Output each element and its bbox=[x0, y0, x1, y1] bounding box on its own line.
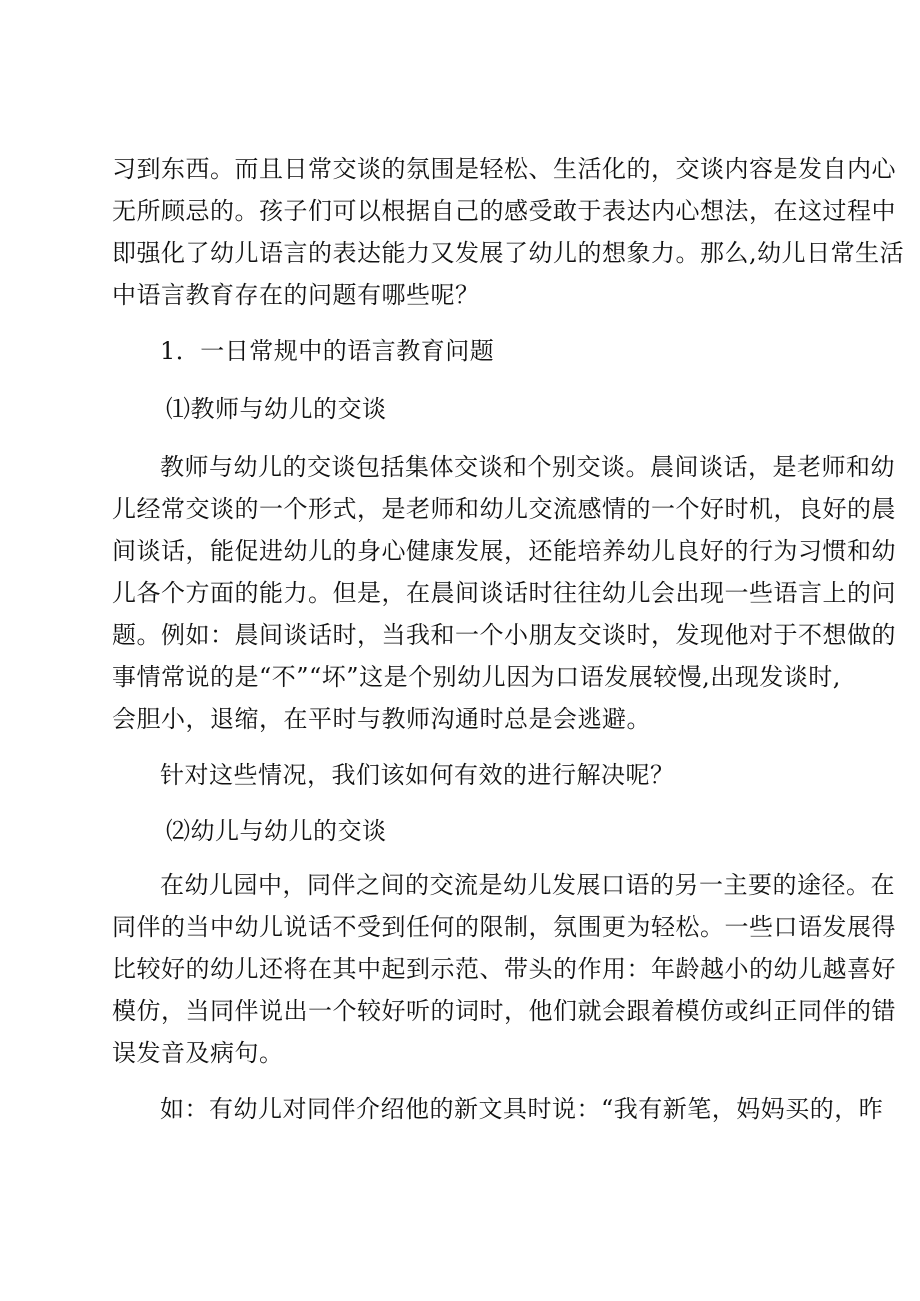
text-line: 无所顾忌的。孩子们可以根据自己的感受敢于表达内心想法，在这过程中 bbox=[112, 197, 896, 225]
paragraph-peer-talk bbox=[112, 864, 896, 1074]
subsection-heading bbox=[112, 810, 812, 852]
subsection-heading bbox=[112, 388, 812, 430]
text-line: 事情常说的是“不”“坏”这是个别幼儿因为口语发展较慢,出现发谈时, bbox=[112, 663, 841, 691]
text-line: 儿经常交谈的一个形式，是老师和幼儿交流感情的一个好时机，良好的晨 bbox=[112, 495, 896, 523]
text-line: 模仿，当同伴说出一个较好听的词时，他们就会跟着模仿或纠正同伴的错 bbox=[112, 997, 896, 1025]
text-line: 题。例如：晨间谈话时，当我和一个小朋友交谈时，发现他对于不想做的 bbox=[112, 621, 896, 649]
text-line: 如：有幼儿对同伴介绍他的新文具时说：“我有新笔，妈妈买的，昨 bbox=[160, 1095, 884, 1123]
subheading-text: ⑴教师与幼儿的交谈 bbox=[166, 395, 387, 423]
text-line: 比较好的幼儿还将在其中起到示范、带头的作用：年龄越小的幼儿越喜好 bbox=[112, 955, 896, 983]
text-line: 习到东西。而且日常交谈的氛围是轻松、生活化的，交谈内容是发自内心 bbox=[112, 155, 896, 183]
paragraph-question bbox=[112, 754, 812, 796]
paragraph-teacher-child-talk bbox=[112, 446, 896, 740]
text-line: 误发音及病句。 bbox=[112, 1039, 284, 1067]
text-line: 教师与幼儿的交谈包括集体交谈和个别交谈。晨间谈话，是老师和幼 bbox=[160, 453, 895, 481]
text-line: 同伴的当中幼儿说话不受到任何的限制，氛围更为轻松。一些口语发展得 bbox=[112, 913, 896, 941]
paragraph-example bbox=[112, 1088, 884, 1130]
text-line: 会胆小，退缩，在平时与教师沟通时总是会逃避。 bbox=[112, 705, 651, 733]
text-line: 中语言教育存在的问题有哪些呢？ bbox=[112, 281, 480, 309]
subheading-text: ⑵幼儿与幼儿的交谈 bbox=[166, 817, 387, 845]
section-heading bbox=[112, 330, 812, 372]
text-line: 在幼儿园中，同伴之间的交流是幼儿发展口语的另一主要的途径。在 bbox=[160, 871, 895, 899]
text-line: 儿各个方面的能力。但是，在晨间谈话时往往幼儿会出现一些语言上的问 bbox=[112, 579, 896, 607]
text-line: 间谈话，能促进幼儿的身心健康发展，还能培养幼儿良好的行为习惯和幼 bbox=[112, 537, 896, 565]
text-line: 即强化了幼儿语言的表达能力又发展了幼儿的想象力。那么,幼儿日常生活 bbox=[112, 239, 905, 267]
text-line: 针对这些情况，我们该如何有效的进行解决呢？ bbox=[160, 761, 675, 789]
paragraph-continuation bbox=[112, 148, 905, 316]
heading-text: 1．一日常规中的语言教育问题 bbox=[160, 337, 495, 365]
